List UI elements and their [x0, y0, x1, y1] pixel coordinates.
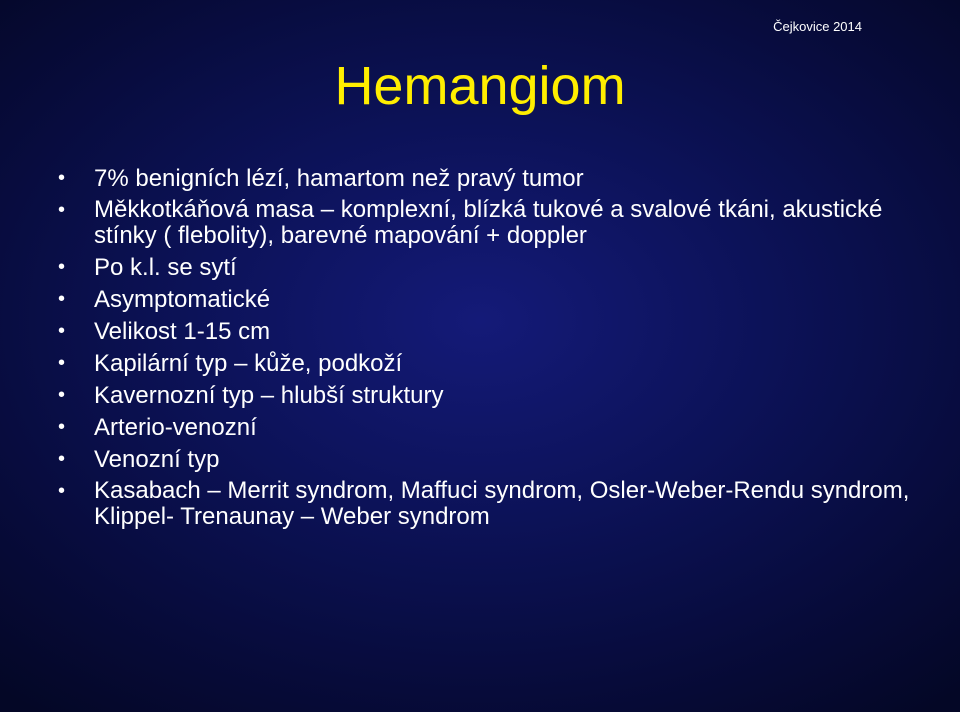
slide-title: Hemangiom	[334, 56, 626, 116]
bullet-list	[0, 165, 960, 535]
bullet-icon: •	[58, 256, 66, 278]
bullet-icon: •	[58, 448, 66, 470]
bullet-text: Kapilární typ – kůže, podkoží	[94, 350, 403, 377]
bullet-icon: •	[58, 416, 66, 438]
bullet-icon: •	[58, 199, 66, 221]
bullet-icon: •	[58, 288, 66, 310]
bullet-text: 7% benigních lézí, hamartom než pravý tumor	[94, 165, 584, 192]
bullet-item	[0, 350, 960, 377]
bullet-text: Asymptomatické	[94, 286, 271, 313]
bullet-item	[0, 446, 960, 473]
bullet-icon: •	[58, 167, 66, 189]
bullet-text: Velikost 1-15 cm	[94, 318, 271, 345]
bullet-item	[0, 318, 960, 345]
bullet-item	[0, 382, 960, 409]
header-note: Čejkovice 2014	[773, 19, 862, 34]
bullet-text: Venozní typ	[94, 446, 220, 473]
bullet-item	[0, 478, 960, 530]
bullet-item	[0, 414, 960, 441]
bullet-text: Arterio-venozní	[94, 414, 257, 441]
bullet-icon: •	[58, 480, 66, 502]
bullet-item	[0, 197, 960, 249]
bullet-item	[0, 254, 960, 281]
bullet-text: Kavernozní typ – hlubší struktury	[94, 382, 444, 409]
bullet-text: Po k.l. se sytí	[94, 254, 237, 281]
bullet-item	[0, 286, 960, 313]
bullet-icon: •	[58, 352, 66, 374]
bullet-text: Kasabach – Merrit syndrom, Maffuci syndrom, Osler-Weber-Rendu syndrom, Klippel- Trenaunay – Weber syndrom	[94, 477, 910, 530]
bullet-icon: •	[58, 384, 66, 406]
bullet-item	[0, 165, 960, 192]
bullet-text: Měkkotkáňová masa – komplexní, blízká tukové a svalové tkáni, akustické stínky ( flebolity), barevné mapování + doppler	[94, 196, 883, 249]
bullet-icon: •	[58, 320, 66, 342]
